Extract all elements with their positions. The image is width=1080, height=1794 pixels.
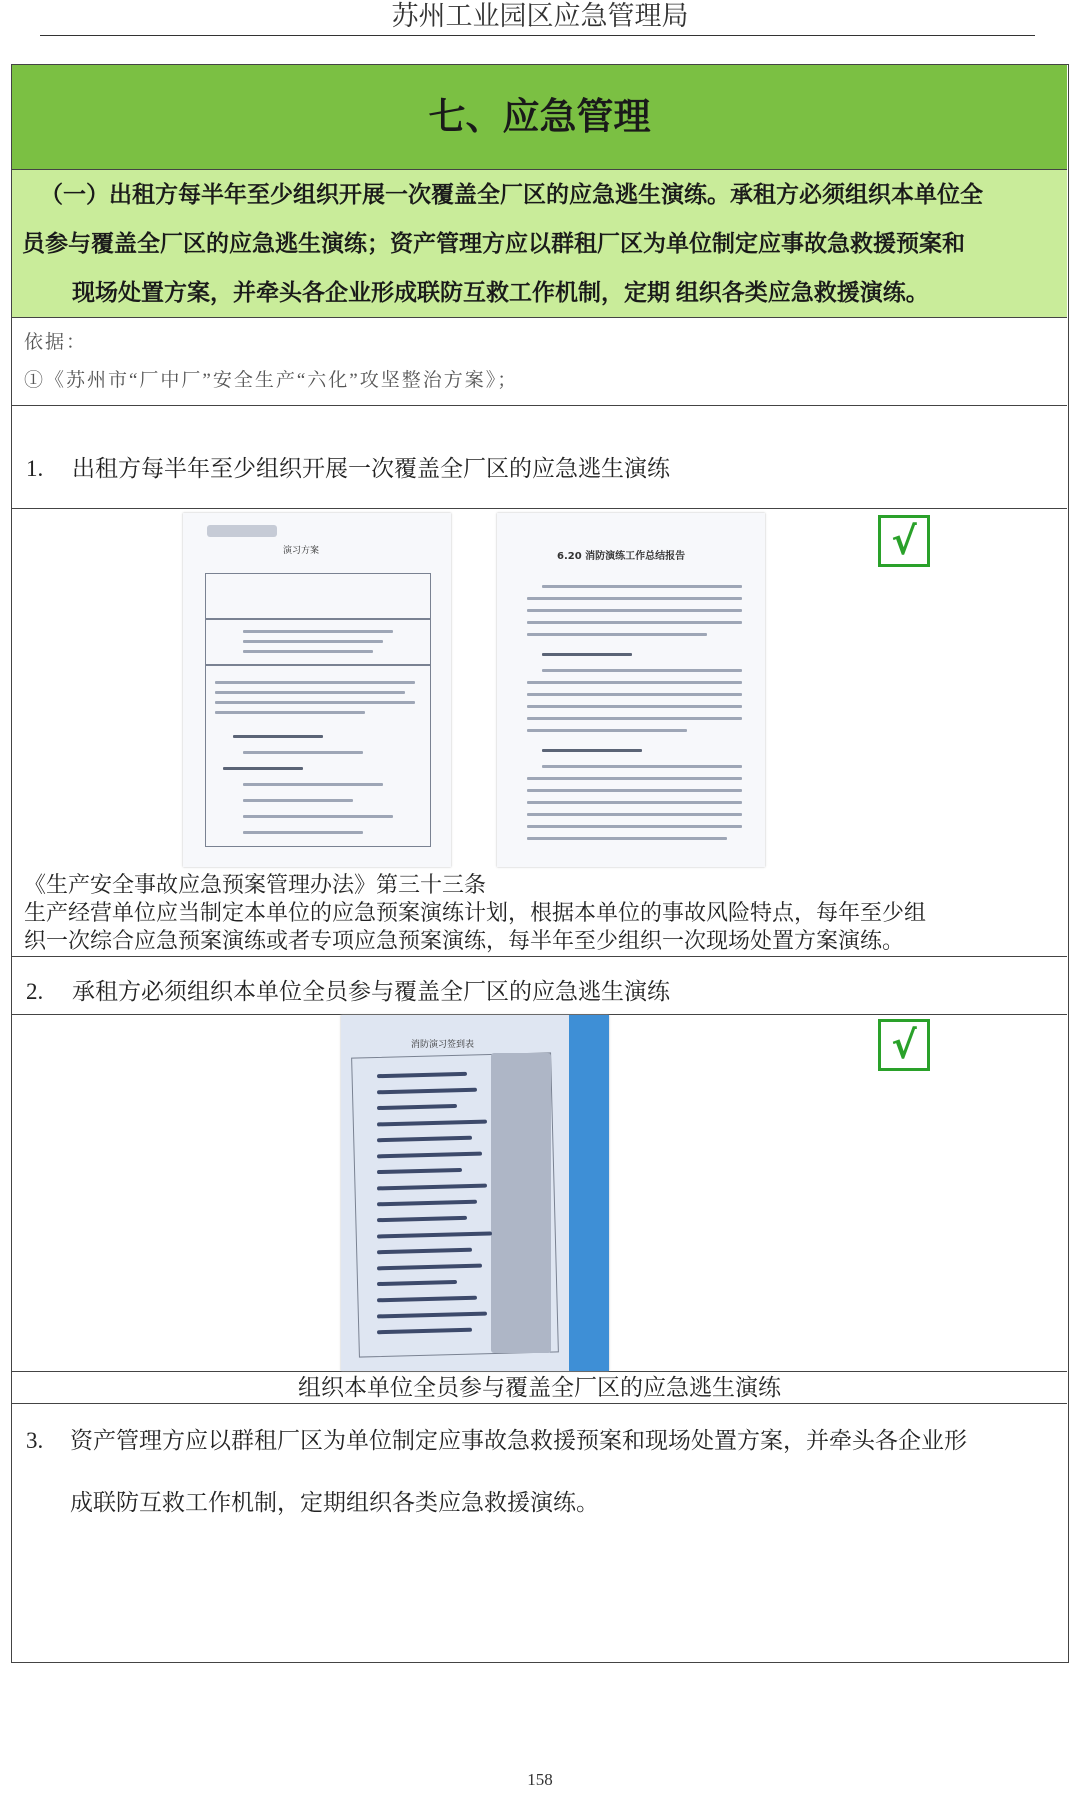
regulation-text-2: 织一次综合应急预案演练或者专项应急预案演练，每半年至少组织一次现场处置方案演练。 xyxy=(24,928,905,953)
drill-plan-document xyxy=(183,513,451,867)
content-table xyxy=(11,64,1069,1663)
redacted-column xyxy=(491,1053,551,1353)
basis-block xyxy=(12,318,1067,406)
item-1 xyxy=(12,406,1067,509)
sign-in-sheet-title: 消防演习签到表 xyxy=(411,1040,475,1050)
requirement-line-2: 员参与覆盖全厂区的应急逃生演练；资产管理方应以群租厂区为单位制定应事故急救援预案和 xyxy=(22,231,965,256)
drill-plan-title: 演习方案 xyxy=(283,546,320,556)
item-3-text: 资产管理方应以群租厂区为单位制定应事故急救援预案和现场处置方案，并牵头各企业形 xyxy=(70,1428,967,1453)
plan-info-table xyxy=(205,573,431,619)
page-header: 苏州工业园区应急管理局 xyxy=(391,1,689,31)
requirement-line-1: （一）出租方每半年至少组织开展一次覆盖全厂区的应急逃生演练。承租方必须组织本单位全 xyxy=(40,182,983,207)
header-rule xyxy=(40,35,1035,36)
approved-check-icon-2: √ xyxy=(878,1019,930,1071)
drill-summary-report xyxy=(497,513,765,867)
redacted-logo xyxy=(207,525,277,537)
item-2-number: 2. xyxy=(26,979,44,1004)
basis-label: 依据： xyxy=(24,332,88,353)
page-number: 158 xyxy=(527,1770,553,1789)
regulation-text-1: 生产经营单位应当制定本单位的应急预案演练计划，根据本单位的事故风险特点，每年至少组 xyxy=(24,900,927,925)
summary-report-title: 6.20 消防演练工作总结报告 xyxy=(557,551,686,562)
regulation-title: 《生产安全事故应急预案管理办法》第三十三条 xyxy=(24,872,487,897)
regulation-note xyxy=(12,871,1067,957)
image-caption: 组织本单位全员参与覆盖全厂区的应急逃生演练 xyxy=(12,1372,1067,1404)
item-2-text: 承租方必须组织本单位全员参与覆盖全厂区的应急逃生演练 xyxy=(72,979,670,1004)
item-3-text-continued: 成联防互救工作机制，定期组织各类应急救援演练。 xyxy=(70,1490,599,1515)
basis-item-1: ①《苏州市“厂中厂”安全生产“六化”攻坚整治方案》； xyxy=(24,370,519,391)
section-title: 七、应急管理 xyxy=(12,65,1067,170)
requirement-block xyxy=(12,170,1067,318)
item-3-number: 3. xyxy=(26,1428,44,1453)
blue-binder-edge xyxy=(569,1015,609,1371)
item-1-text: 出租方每半年至少组织开展一次覆盖全厂区的应急逃生演练 xyxy=(72,456,670,481)
requirement-line-3: 现场处置方案，并牵头各企业形成联防互救工作机制，定期 组织各类应急救援演练。 xyxy=(72,280,929,305)
item-2 xyxy=(12,957,1067,1015)
approved-check-icon: √ xyxy=(878,515,930,567)
evidence-images-2 xyxy=(12,1015,1067,1372)
item-3 xyxy=(12,1404,1067,1520)
evidence-images-1 xyxy=(12,509,1067,871)
drill-sign-in-sheet xyxy=(341,1015,609,1371)
item-1-number: 1. xyxy=(26,456,44,481)
